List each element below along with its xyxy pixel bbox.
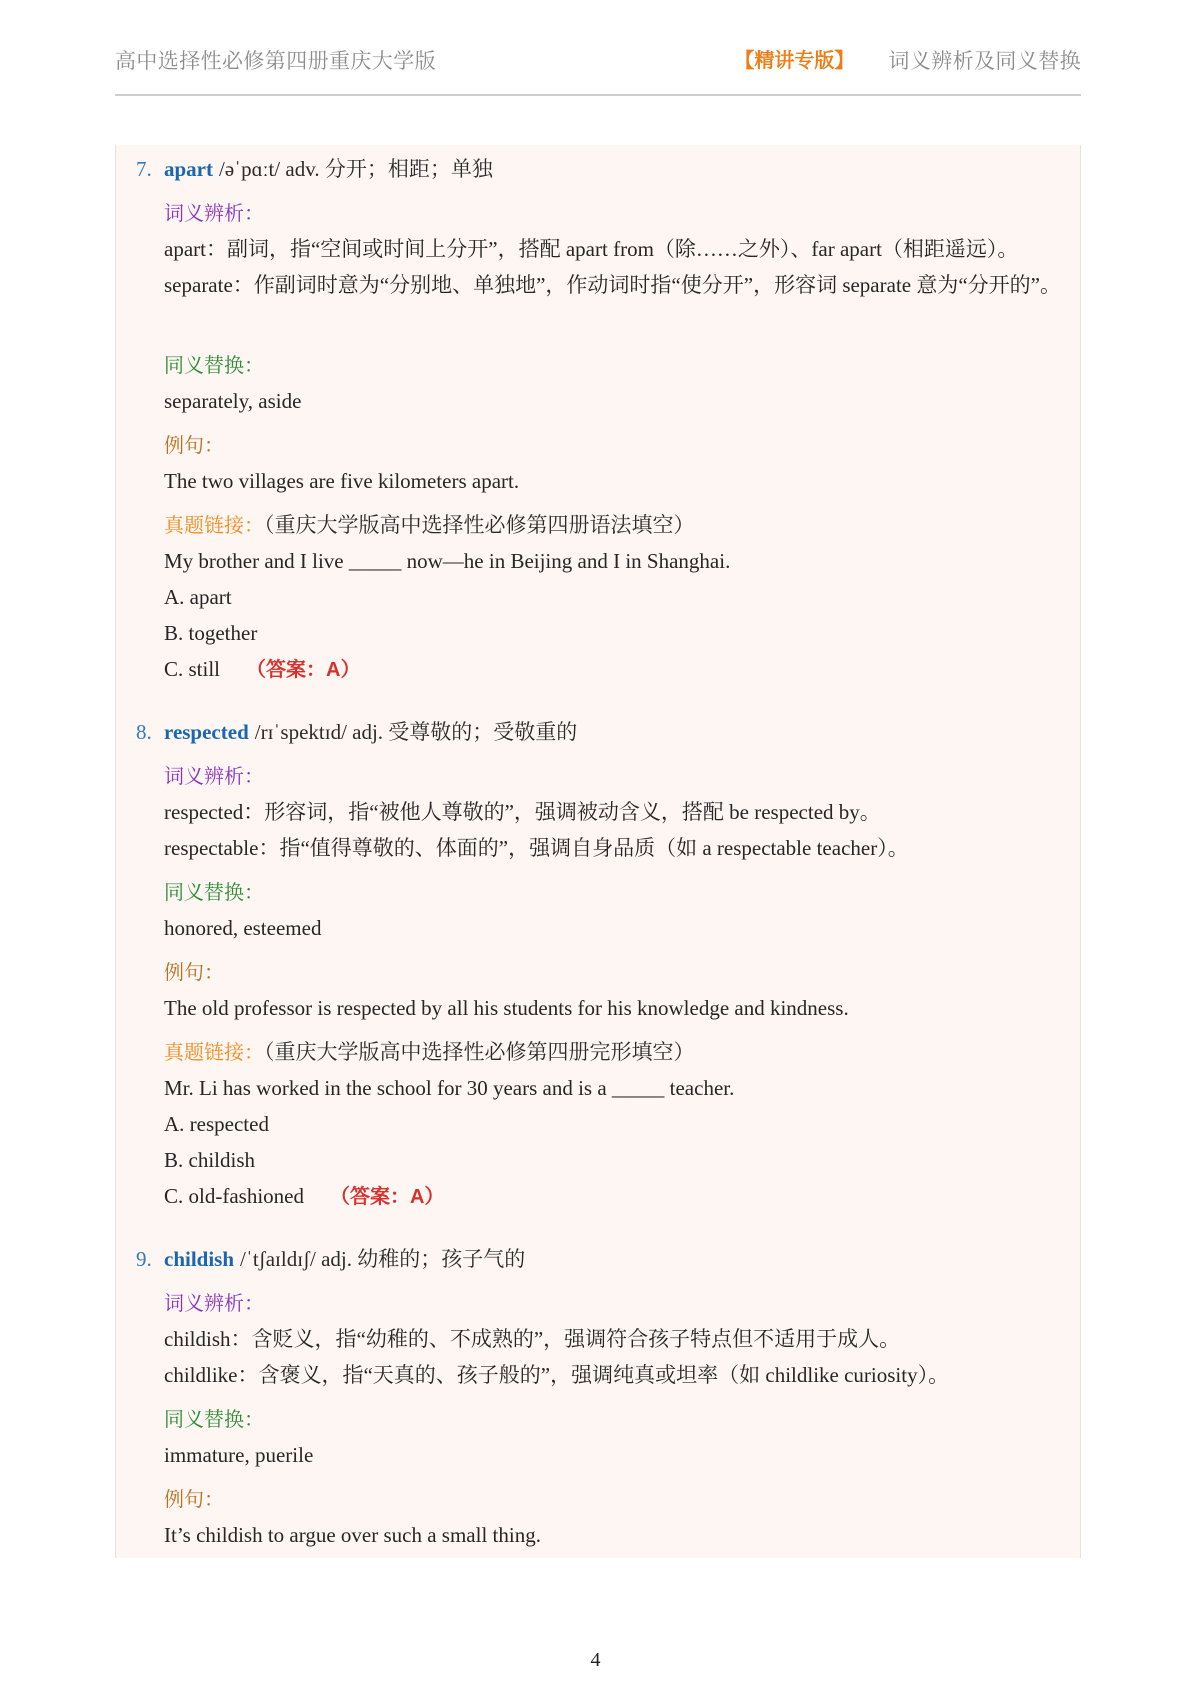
entry-apart (116, 151, 1080, 687)
example-heading (164, 954, 1066, 990)
synonym-list: immature, puerile (164, 1443, 314, 1467)
synonym-list: separately, aside (164, 389, 302, 413)
header-right-group (734, 43, 1081, 79)
entry-headline (116, 714, 1080, 750)
synonym-label: 同义替换： (164, 1409, 264, 1431)
headword: childish (164, 1247, 235, 1271)
exam-link-heading (164, 507, 1066, 543)
headword: respected (164, 720, 249, 744)
synonym-label: 同义替换： (164, 355, 264, 377)
analysis-line: respectable：指“值得尊敬的、体面的”，强调自身品质（如 a respectable teacher）。 (164, 836, 909, 860)
book-title: 高中选择性必修第四册重庆大学版 (115, 49, 436, 73)
edition-badge: 【精讲专版】 (734, 50, 855, 72)
synonym-heading (164, 874, 1066, 910)
entry-body (116, 1285, 1080, 1553)
option-c-row (164, 651, 1066, 687)
answer-key: （答案：A） (329, 1186, 445, 1208)
example-label: 例句： (164, 435, 224, 457)
example-label: 例句： (164, 1489, 224, 1511)
analysis-heading (164, 1285, 1066, 1321)
example-label: 例句： (164, 962, 224, 984)
headword: apart (164, 157, 213, 181)
exam-link-label: 真题链接： (164, 1042, 264, 1064)
pronunciation-and-meaning: /ˈtʃaɪldɪʃ/ adj. 幼稚的；孩子气的 (240, 1247, 526, 1271)
entry-respected (116, 714, 1080, 1214)
option-c: C. still (164, 657, 221, 681)
example-sentence: The old professor is respected by all his students for his knowledge and kindness. (164, 996, 849, 1020)
analysis-heading (164, 195, 1066, 231)
example-heading (164, 427, 1066, 463)
example-sentence: The two villages are five kilometers apart. (164, 469, 520, 493)
analysis-label: 词义辨析： (164, 766, 264, 788)
analysis-label: 词义辨析： (164, 203, 264, 225)
entry-headline (116, 1241, 1080, 1277)
running-header (115, 43, 1081, 79)
exam-source: （重庆大学版高中选择性必修第四册语法填空） (264, 513, 695, 537)
option-b: B. childish (164, 1148, 256, 1172)
entry-body (116, 758, 1080, 1214)
analysis-line: childish：含贬义，指“幼稚的、不成熟的”，强调符合孩子特点但不适用于成人。 (164, 1327, 901, 1351)
analysis-line: respected：形容词，指“被他人尊敬的”，强调被动含义，搭配 be respected by。 (164, 800, 881, 824)
entry-number: 9. (136, 1247, 152, 1271)
synonym-heading (164, 1401, 1066, 1437)
pronunciation-and-meaning: /əˈpɑːt/ adv. 分开；相距；单独 (219, 157, 493, 181)
option-a: A. respected (164, 1112, 269, 1136)
entry-number: 7. (136, 157, 152, 181)
example-heading (164, 1481, 1066, 1517)
exam-question: My brother and I live _____ now—he in Beijing and I in Shanghai. (164, 549, 731, 573)
exam-question: Mr. Li has worked in the school for 30 years and is a _____ teacher. (164, 1076, 735, 1100)
page-number: 4 (590, 1649, 601, 1671)
synonym-heading (164, 347, 1066, 383)
entry-headline (116, 151, 1080, 187)
analysis-line: childlike：含褒义，指“天真的、孩子般的”，强调纯真或坦率（如 childlike curiosity）。 (164, 1363, 950, 1387)
example-sentence: It’s childish to argue over such a small thing. (164, 1523, 541, 1547)
content-panel (115, 145, 1081, 1558)
section-title: 词义辨析及同义替换 (888, 49, 1081, 73)
option-c-row (164, 1178, 1066, 1214)
analysis-label: 词义辨析： (164, 1293, 264, 1315)
synonym-label: 同义替换： (164, 882, 264, 904)
analysis-line: separate：作副词时意为“分别地、单独地”，作动词时指“使分开”，形容词 separate 意为“分开的”。 (164, 273, 1061, 297)
exam-source: （重庆大学版高中选择性必修第四册完形填空） (264, 1040, 695, 1064)
option-b: B. together (164, 621, 258, 645)
analysis-line: apart：副词，指“空间或时间上分开”，搭配 apart from（除……之外）、far apart（相距遥远）。 (164, 237, 1019, 261)
entry-body (116, 195, 1080, 687)
exam-link-heading (164, 1034, 1066, 1070)
header-rule (115, 94, 1081, 96)
synonym-list: honored, esteemed (164, 916, 322, 940)
pronunciation-and-meaning: /rɪˈspektɪd/ adj. 受尊敬的；受敬重的 (254, 720, 578, 744)
entry-childish (116, 1241, 1080, 1553)
entry-number: 8. (136, 720, 152, 744)
exam-link-label: 真题链接： (164, 515, 264, 537)
analysis-heading (164, 758, 1066, 794)
answer-key: （答案：A） (246, 659, 361, 681)
option-a: A. apart (164, 585, 232, 609)
option-c: C. old-fashioned (164, 1184, 304, 1208)
